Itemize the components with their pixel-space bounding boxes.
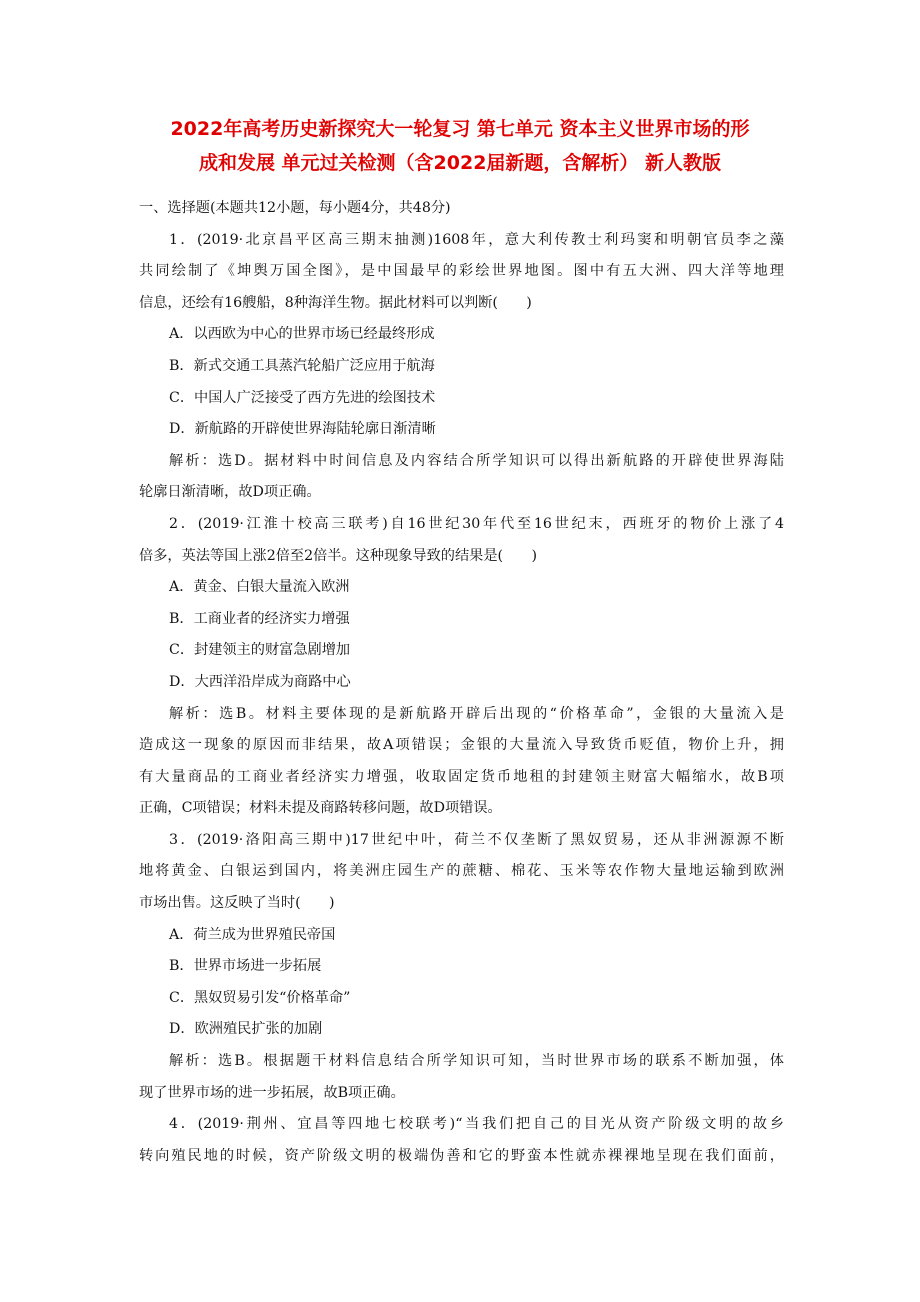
q1-analysis-line: 轮廓日渐清晰，故D项正确。 — [139, 484, 321, 501]
document-body — [139, 193, 784, 1172]
q2-analysis-line: 造成这一现象的原因而非结果，故A项错误；金银的大量流入导致货币贬值，物价上升，拥 — [139, 737, 784, 754]
q1-analysis-line: 解析：选D。据材料中时间信息及内容结合所学知识可以得出新航路的开辟使世界海陆 — [169, 452, 784, 469]
q3-stem-line: 市场出售。这反映了当时( ) — [139, 895, 335, 912]
q3-stem-line: 3．(2019·洛阳高三期中)17世纪中叶，荷兰不仅垄断了黑奴贸易，还从非洲源源不断 — [169, 831, 784, 848]
q1-option-c: C．中国人广泛接受了西方先进的绘图技术 — [169, 389, 436, 406]
q3-option-a: A．荷兰成为世界殖民帝国 — [169, 926, 336, 943]
q1-option-a: A．以西欧为中心的世界市场已经最终形成 — [169, 326, 435, 343]
q4-stem-line: 转向殖民地的时候，资产阶级文明的极端伪善和它的野蛮本性就赤裸裸地呈现在我们面前， — [139, 1147, 784, 1164]
q2-option-a: A．黄金、白银大量流入欧洲 — [169, 579, 350, 596]
q3-analysis-line: 解析：选B。根据题干材料信息结合所学知识可知，当时世界市场的联系不断加强，体 — [169, 1053, 784, 1070]
q1-stem-line: 信息，还绘有16艘船，8种海洋生物。据此材料可以判断( ) — [139, 294, 532, 311]
title-line-2: 成和发展 单元过关检测（含2022届新题，含解析） 新人教版 — [198, 152, 722, 174]
q3-option-b: B．世界市场进一步拓展 — [169, 958, 322, 975]
title-line-1: 2022年高考历史新探究大一轮复习 第七单元 资本主义世界市场的形 — [170, 118, 750, 140]
q2-analysis-line: 解析：选B。材料主要体现的是新航路开辟后出现的“价格革命”，金银的大量流入是 — [169, 705, 784, 722]
q1-option-b: B．新式交通工具蒸汽轮船广泛应用于航海 — [169, 357, 435, 374]
q1-option-d: D．新航路的开辟使世界海陆轮廓日渐清晰 — [169, 421, 436, 438]
q3-option-d: D．欧洲殖民扩张的加剧 — [169, 1021, 323, 1038]
q2-stem-line: 倍多，英法等国上涨2倍至2倍半。这种现象导致的结果是( ) — [139, 547, 538, 564]
q1-stem-line: 1．(2019·北京昌平区高三期末抽测)1608年，意大利传教士利玛窦和明朝官员李之藻 — [169, 231, 784, 248]
q2-analysis-line: 正确，C项错误；材料未提及商路转移问题，故D项错误。 — [139, 800, 502, 817]
q2-analysis-line: 有大量商品的工商业者经济实力增强，收取固定货币地租的封建领主财富大幅缩水，故B项 — [139, 768, 784, 785]
document-title — [110, 112, 810, 180]
q3-option-c: C．黑奴贸易引发“价格革命” — [169, 989, 351, 1006]
section-heading: 一、选择题(本题共12小题，每小题4分，共48分) — [139, 200, 451, 216]
q1-stem-line: 共同绘制了《坤舆万国全图》，是中国最早的彩绘世界地图。图中有五大洲、四大洋等地理 — [139, 263, 784, 280]
q4-stem-line: 4．(2019·荆州、宜昌等四地七校联考)“当我们把自己的目光从资产阶级文明的故乡 — [169, 1116, 784, 1133]
q2-option-b: B．工商业者的经济实力增强 — [169, 610, 350, 627]
q2-stem-line: 2．(2019·江淮十校高三联考)自16世纪30年代至16世纪末，西班牙的物价上涨了4 — [169, 515, 784, 532]
q3-analysis-line: 现了世界市场的进一步拓展，故B项正确。 — [139, 1084, 405, 1101]
q3-stem-line: 地将黄金、白银运到国内，将美洲庄园生产的蔗糖、棉花、玉米等农作物大量地运输到欧洲 — [139, 863, 784, 880]
q2-option-c: C．封建领主的财富急剧增加 — [169, 642, 351, 659]
q2-option-d: D．大西洋沿岸成为商路中心 — [169, 673, 351, 690]
